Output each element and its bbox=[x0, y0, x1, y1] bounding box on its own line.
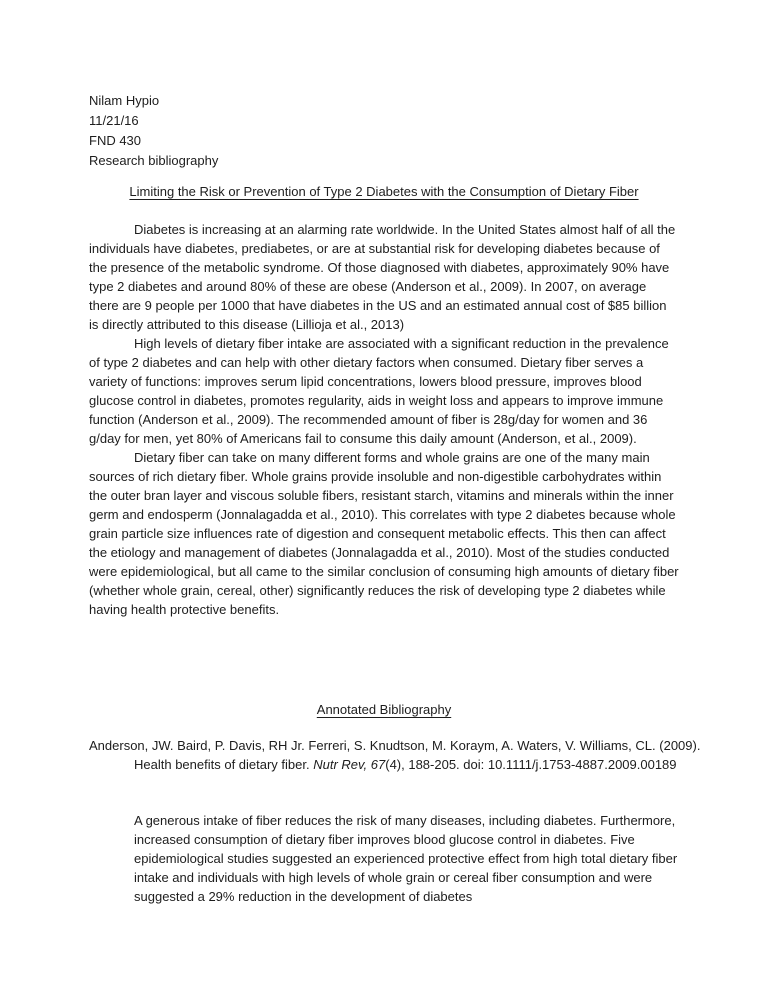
citation-detail-post: (4), 188-205. doi: 10.1111/j.1753-4887.2009.00189 bbox=[385, 757, 677, 772]
whole-grains-paragraph: Dietary fiber can take on many different forms and whole grains are one of the many main sources of rich dietary fiber. Whole grains provide insoluble and non-digestible carbohydrates within the outer bran layer and viscous soluble fibers, resistant starch, vitamins and minerals within the inner germ and endosperm (Jonnalagadda et al., 2010). This correlates with type 2 diabetes because whole grain particle size influences rate of digestion and consequent metabolic effects. This then can affect the etiology and management of diabetes (Jonnalagadda et al., 2010). Most of the studies conducted were epidemiological, but all came to the similar conclusion of consuming high amounts of dietary fiber (whether whole grain, cereal, other) significantly reduces the risk of developing type 2 diabetes while having health protective benefits. bbox=[89, 450, 679, 617]
fiber-benefits-paragraph: High levels of dietary fiber intake are associated with a significant reduction in the prevalence of type 2 diabetes and can help with other dietary factors when consumed. Dietary fiber serves a variety of functions: improves serum lipid concentrations, lowers blood pressure, improves blood glucose control in diabetes, promotes regularity, aids in weight loss and appears to improve immune function (Anderson et al., 2009). The recommended amount of fiber is 28g/day for women and 36 g/day for men, yet 80% of Americans fail to consume this daily amount (Anderson, et al., 2009). bbox=[89, 336, 669, 446]
title-row bbox=[0, 182, 768, 201]
intro-paragraph: Diabetes is increasing at an alarming rate worldwide. In the United States almost half of all the individuals have diabetes, prediabetes, or are at substantial risk for developing diabetes because of the presence of the metabolic syndrome. Of those diagnosed with diabetes, approximately 90% have type 2 diabetes and around 80% of these are obese (Anderson et al., 2009). In 2007, on average there are 9 people per 1000 that have diabetes in the US and an estimated annual cost of $85 billion is directly attributed to this disease (Lillioja et al., 2013) bbox=[89, 222, 676, 332]
bibliography-heading: Annotated Bibliography bbox=[316, 702, 452, 717]
citation-authors: Anderson, JW. Baird, P. Davis, RH Jr. Ferreri, S. Knudtson, M. Koraym, A. Waters, V. Williams, CL. bbox=[89, 738, 656, 753]
author-name: Nilam Hypio bbox=[89, 93, 160, 108]
bibliography-entry bbox=[89, 736, 701, 774]
annotation-paragraph: A generous intake of fiber reduces the risk of many diseases, including diabetes. Furthermore, increased consumption of dietary fiber improves blood glucose control in diabetes. Five epidemiological studies suggested an experienced protective effect from high total dietary fiber intake and individuals with high levels of whole grain or cereal fiber consumption and were suggested a 29% reduction in the development of diabetes bbox=[134, 813, 678, 904]
citation-journal: Nutr Rev, 67 bbox=[313, 757, 386, 772]
document-type: Research bibliography bbox=[89, 153, 219, 168]
document-title: Limiting the Risk or Prevention of Type 2 Diabetes with the Consumption of Dietary Fiber bbox=[129, 184, 639, 199]
annotation-block bbox=[134, 811, 680, 906]
bibliography-heading-row bbox=[0, 700, 768, 719]
document-body bbox=[89, 220, 679, 619]
date-line: 11/21/16 bbox=[89, 113, 139, 128]
citation-text bbox=[89, 736, 701, 774]
course-code: FND 430 bbox=[89, 133, 142, 148]
citation-detail-pre: (2009). Health benefits of dietary fiber. bbox=[134, 738, 701, 772]
document-header bbox=[89, 91, 218, 171]
